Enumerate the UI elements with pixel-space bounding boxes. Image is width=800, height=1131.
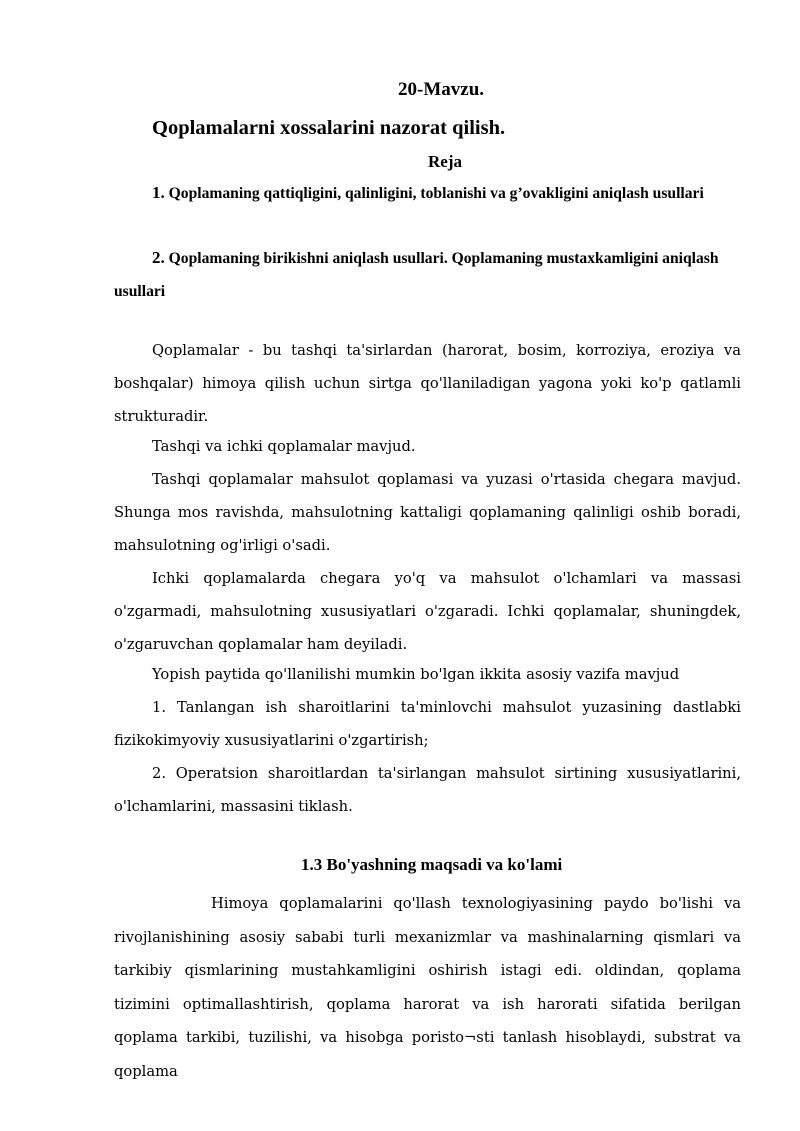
- plan-item-number: 1.: [152, 183, 165, 202]
- body-paragraph: Yopish paytida qo'llanilishi mumkin bo'lgan ikkita asosiy vazifa mavjud: [152, 666, 680, 683]
- numbered-paragraph: 1. Tanlangan ish sharoitlarini ta'minlovchi mahsulot yuzasining dastlabki fizikokimyoviy xususiyatlarini o'zgartirish;: [114, 699, 741, 749]
- plan-item-text: Qoplamaning birikishni aniqlash usullari. Qoplamaning mustaxkamligini aniqlash usullari: [114, 250, 719, 300]
- plan-item-text: Qoplamaning qattiqligini, qalinligini, toblanishi va g’ovakligini aniqlash usullari: [168, 185, 704, 202]
- plan-item-number: 2.: [152, 248, 165, 267]
- body-paragraph: Qoplamalar - bu tashqi ta'sirlardan (harorat, bosim, korroziya, eroziya va boshqalar) himoya qilish uchun sirtga qo'llaniladigan yagona yoki ko'p qatlamli strukturadir.: [114, 342, 741, 425]
- topic-title: Qoplamalarni xossalarini nazorat qilish.: [152, 117, 506, 139]
- body-paragraph: Tashqi va ichki qoplamalar mavjud.: [152, 438, 416, 455]
- topic-number-title: 20-Mavzu.: [398, 79, 485, 100]
- body-paragraph: Tashqi qoplamalar mahsulot qoplamasi va yuzasi o'rtasida chegara mavjud. Shunga mos ravishda, mahsulotning kattaligi qoplamaning qalinligi oshib boradi, mahsulotning og'irligi o'sadi.: [114, 471, 741, 554]
- numbered-paragraph: 2. Operatsion sharoitlardan ta'sirlangan mahsulot sirtining xususiyatlarini, o'lchamlarini, massasini tiklash.: [114, 765, 741, 815]
- section-heading: 1.3 Bo'yashning maqsadi va ko'lami: [301, 855, 563, 874]
- plan-heading: Reja: [428, 152, 462, 171]
- body-paragraph: Ichki qoplamalarda chegara yo'q va mahsulot o'lchamlari va massasi o'zgarmadi, mahsulotning xususiyatlari o'zgaradi. Ichki qoplamalar, shuningdek, o'zgaruvchan qoplamalar ham deyiladi.: [114, 570, 741, 653]
- plan-item: [114, 241, 740, 308]
- section-paragraph: Himoya qoplamalarini qo'llash texnologiyasining paydo bo'lishi va rivojlanishining asosiy sababi turli mexanizmlar va mashinalarning qismlari va tarkibiy qismlarining mustahkamligini oshirish istagi edi. oldindan, qoplama tizimini optimallashtirish, qoplama harorat va ish harorati sifatida berilgan qoplama tarkibi, tuzilishi, va hisobga poristo¬sti tanlash hisoblaydi, substrat va qoplama: [114, 895, 741, 1080]
- plan-item: [114, 176, 740, 210]
